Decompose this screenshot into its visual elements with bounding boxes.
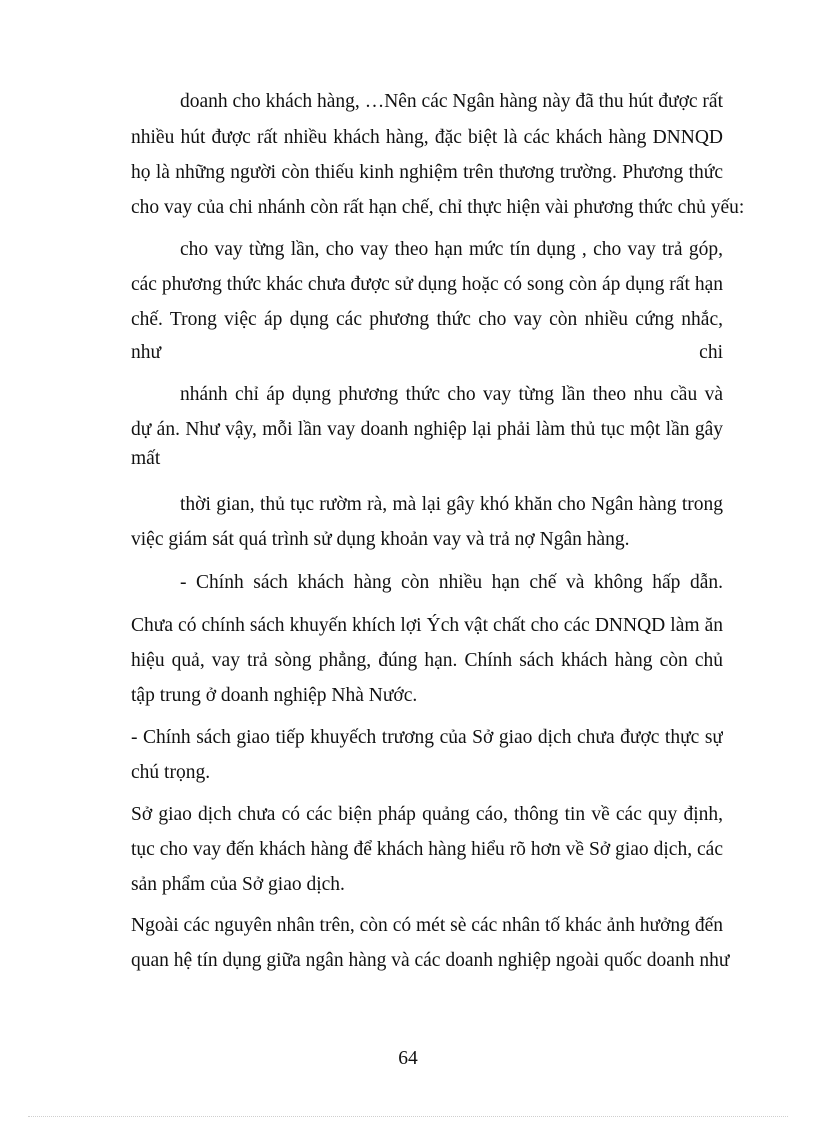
text-line: dự án. Như vậy, mỗi lần vay doanh nghiệp lại phải làm thủ tục một lần gây: [131, 419, 723, 440]
text-fragment: như: [131, 342, 162, 363]
text-line: [131, 341, 723, 365]
text-line: cho vay của chi nhánh còn rất hạn chế, chỉ thực hiện vài phương thức chủ yếu:: [131, 197, 745, 218]
text-line: họ là những người còn thiếu kinh nghiệm trên thương trường. Phương thức: [131, 162, 723, 183]
text-line: hiệu quả, vay trả sòng phẳng, đúng hạn. Chính sách khách hàng còn chủ: [131, 650, 723, 671]
text-fragment: chi: [699, 342, 723, 363]
text-line: sản phẩm của Sở giao dịch.: [131, 874, 345, 895]
text-line: nhánh chỉ áp dụng phương thức cho vay từng lần theo nhu cầu và: [180, 384, 723, 405]
text-line: nhiều hút được rất nhiều khách hàng, đặc biệt là các khách hàng DNNQD: [131, 127, 723, 148]
text-line: việc giám sát quá trình sử dụng khoản vay và trả nợ Ngân hàng.: [131, 529, 630, 550]
text-line: quan hệ tín dụng giữa ngân hàng và các doanh nghiệp ngoài quốc doanh như: [131, 950, 730, 971]
text-line: Chưa có chính sách khuyến khích lợi Ých vật chất cho các DNNQD làm ăn: [131, 615, 723, 636]
text-line: tập trung ở doanh nghiệp Nhà Nước.: [131, 685, 418, 706]
text-line: các phương thức khác chưa được sử dụng hoặc có song còn áp dụng rất hạn: [131, 274, 723, 295]
text-line: Ngoài các nguyên nhân trên, còn có mét sè các nhân tố khác ảnh hưởng đến: [131, 915, 723, 936]
text-line: thời gian, thủ tục rườm rà, mà lại gây khó khăn cho Ngân hàng trong: [180, 494, 723, 515]
text-line: Sở giao dịch chưa có các biện pháp quảng cáo, thông tin về các quy định,: [131, 804, 723, 825]
text-line: doanh cho khách hàng, …Nên các Ngân hàng này đã thu hút được rất: [180, 91, 723, 112]
text-line: cho vay từng lần, cho vay theo hạn mức tín dụng , cho vay trả góp,: [180, 239, 723, 260]
page-bottom-divider: [28, 1116, 788, 1117]
text-line: - Chính sách khách hàng còn nhiều hạn chế và không hấp dẫn.: [180, 572, 723, 593]
text-line: chế. Trong việc áp dụng các phương thức cho vay còn nhiều cứng nhắc,: [131, 309, 723, 330]
text-line: - Chính sách giao tiếp khuyếch trương của Sở giao dịch chưa được thực sự: [131, 727, 723, 748]
text-line: chú trọng.: [131, 762, 211, 783]
text-line: tục cho vay đến khách hàng để khách hàng hiểu rõ hơn về Sở giao dịch, các: [131, 839, 723, 860]
page-number: 64: [398, 1048, 418, 1069]
text-line: mất: [131, 448, 161, 469]
